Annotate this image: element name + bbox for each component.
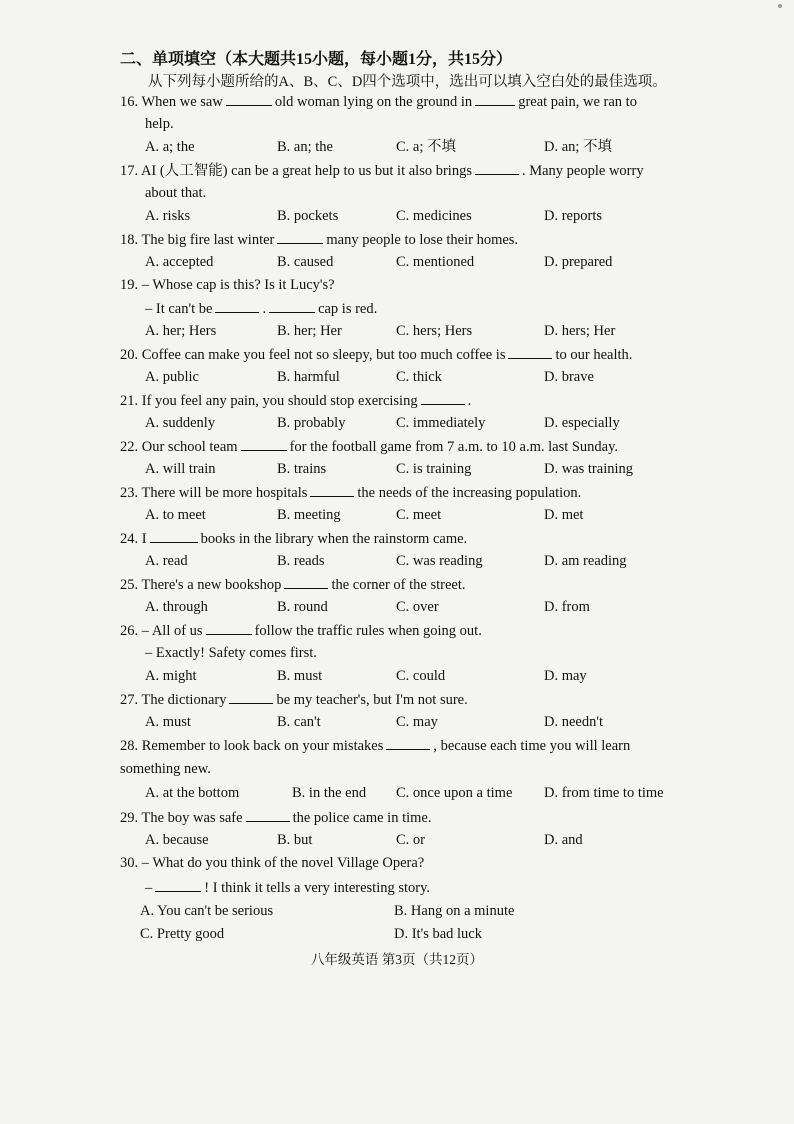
option-b: B. caused — [277, 254, 334, 270]
question-number: 16. — [120, 94, 139, 110]
question-stem: 21. If you feel any pain, you should stop exercising . — [120, 390, 471, 411]
option-a: A. might — [145, 668, 197, 684]
option-c: C. could — [396, 668, 446, 684]
option-d: D. It's bad luck — [394, 926, 482, 942]
page-footer: 八年级英语 第3页（共12页） — [310, 952, 484, 967]
option-c: C. may — [396, 714, 438, 730]
option-d: D. hers; Her — [544, 323, 616, 339]
answer-blank — [269, 298, 315, 313]
answer-blank — [475, 91, 515, 106]
option-b: B. probably — [277, 415, 346, 431]
question-stem-continued: about that. — [145, 185, 207, 201]
question-stem: 29. The boy was safe the police came in time. — [120, 807, 431, 828]
answer-blank — [150, 528, 198, 543]
option-a: A. because — [145, 832, 209, 848]
option-c: C. once upon a time — [396, 785, 513, 801]
answer-blank — [310, 482, 354, 497]
option-c: C. a; 不填 — [396, 139, 457, 155]
option-d: D. from — [544, 599, 590, 615]
option-a: A. read — [145, 553, 188, 569]
question-number: 17. — [120, 163, 139, 179]
question-stem-continued: help. — [145, 116, 174, 132]
option-b: B. pockets — [277, 208, 339, 224]
option-b: B. Hang on a minute — [394, 903, 515, 919]
option-d: D. and — [544, 832, 583, 848]
option-b: B. an; the — [277, 139, 333, 155]
answer-blank — [246, 807, 290, 822]
option-d: D. from time to time — [544, 785, 664, 801]
option-a: A. risks — [145, 208, 191, 224]
answer-blank — [229, 689, 273, 704]
option-c: C. meet — [396, 507, 442, 523]
question-stem: 27. The dictionary be my teacher's, but I'm not sure. — [120, 689, 468, 710]
option-d: D. needn't — [544, 714, 603, 730]
question-number: 20. — [120, 347, 139, 363]
option-a: A. a; the — [145, 139, 195, 155]
option-d: D. am reading — [544, 553, 627, 569]
option-d: D. was training — [544, 461, 633, 477]
option-c: C. mentioned — [396, 254, 475, 270]
answer-blank — [155, 877, 201, 892]
question-stem: 24. I books in the library when the rainstorm came. — [120, 528, 467, 549]
question-stem: 18. The big fire last winter many people to lose their homes. — [120, 229, 518, 250]
option-a: A. public — [145, 369, 199, 385]
answer-blank — [475, 160, 519, 175]
option-a: A. You can't be serious — [140, 903, 274, 919]
option-d: D. especially — [544, 415, 620, 431]
option-a: A. must — [145, 714, 191, 730]
option-a: A. through — [145, 599, 208, 615]
option-d: D. an; 不填 — [544, 139, 613, 155]
option-c: C. immediately — [396, 415, 486, 431]
question-stem: 28. Remember to look back on your mistakes , because each time you will learn — [120, 735, 630, 756]
question-stem: 30. – What do you think of the novel Village Opera? — [120, 855, 425, 871]
option-c: C. over — [396, 599, 439, 615]
option-b: B. reads — [277, 553, 325, 569]
answer-blank — [215, 298, 259, 313]
option-b: B. can't — [277, 714, 321, 730]
option-b: B. round — [277, 599, 328, 615]
question-number: 22. — [120, 439, 139, 455]
answer-blank — [277, 229, 323, 244]
option-c: C. hers; Hers — [396, 323, 473, 339]
option-a: A. her; Hers — [145, 323, 217, 339]
question-stem: 25. There's a new bookshop the corner of the street. — [120, 574, 466, 595]
option-d: D. brave — [544, 369, 594, 385]
question-number: 26. — [120, 623, 139, 639]
answer-blank — [421, 390, 465, 405]
question-dialogue-reply: – Exactly! Safety comes first. — [145, 645, 317, 661]
section-title: 二、单项填空（本大题共15小题，每小题1分，共15分） — [120, 51, 513, 68]
question-number: 24. — [120, 531, 139, 547]
question-stem: 26. – All of us follow the traffic rules when going out. — [120, 620, 482, 641]
option-b: B. her; Her — [277, 323, 342, 339]
section-instruction: 从下列每小题所给的A、B、C、D四个选项中，选出可以填入空白处的最佳选项。 — [148, 74, 667, 90]
option-b: B. meeting — [277, 507, 341, 523]
answer-blank — [508, 344, 552, 359]
question-stem: 20. Coffee can make you feel not so sleepy, but too much coffee is to our health. — [120, 344, 632, 365]
option-b: B. in the end — [292, 785, 367, 801]
question-stem: 19. – Whose cap is this? Is it Lucy's? — [120, 277, 335, 293]
option-c: C. was reading — [396, 553, 483, 569]
question-number: 23. — [120, 485, 139, 501]
option-a: A. suddenly — [145, 415, 216, 431]
option-c: C. thick — [396, 369, 442, 385]
option-c: C. medicines — [396, 208, 472, 224]
answer-blank — [206, 620, 252, 635]
answer-blank — [284, 574, 328, 589]
answer-blank — [226, 91, 272, 106]
option-a: A. to meet — [145, 507, 206, 523]
question-number: 19. — [120, 277, 139, 293]
question-dialogue-reply: – It can't be . cap is red. — [145, 298, 377, 319]
option-b: B. trains — [277, 461, 327, 477]
option-d: D. prepared — [544, 254, 613, 270]
question-number: 30. — [120, 855, 139, 871]
question-number: 21. — [120, 393, 139, 409]
option-c: C. Pretty good — [140, 926, 225, 942]
option-a: A. accepted — [145, 254, 214, 270]
question-number: 29. — [120, 810, 139, 826]
option-d: D. may — [544, 668, 587, 684]
question-stem-continued: something new. — [120, 761, 211, 777]
question-stem: 17. AI (人工智能) can be a great help to us but it also brings . Many people worry — [120, 160, 644, 181]
option-c: C. or — [396, 832, 425, 848]
option-a: A. will train — [145, 461, 216, 477]
question-number: 25. — [120, 577, 139, 593]
option-b: B. must — [277, 668, 323, 684]
option-c: C. is training — [396, 461, 472, 477]
scan-speck — [778, 4, 782, 8]
answer-blank — [241, 436, 287, 451]
option-d: D. reports — [544, 208, 602, 224]
question-number: 27. — [120, 692, 139, 708]
question-number: 18. — [120, 232, 139, 248]
question-stem: 16. When we saw old woman lying on the ground in great pain, we ran to — [120, 91, 637, 112]
option-b: B. harmful — [277, 369, 340, 385]
question-stem: 23. There will be more hospitals the needs of the increasing population. — [120, 482, 581, 503]
question-stem: 22. Our school team for the football game from 7 a.m. to 10 a.m. last Sunday. — [120, 436, 618, 457]
question-dialogue-reply: – ! I think it tells a very interesting story. — [145, 877, 430, 898]
question-number: 28. — [120, 738, 139, 754]
option-b: B. but — [277, 832, 313, 848]
option-a: A. at the bottom — [145, 785, 240, 801]
answer-blank — [386, 735, 430, 750]
option-d: D. met — [544, 507, 584, 523]
